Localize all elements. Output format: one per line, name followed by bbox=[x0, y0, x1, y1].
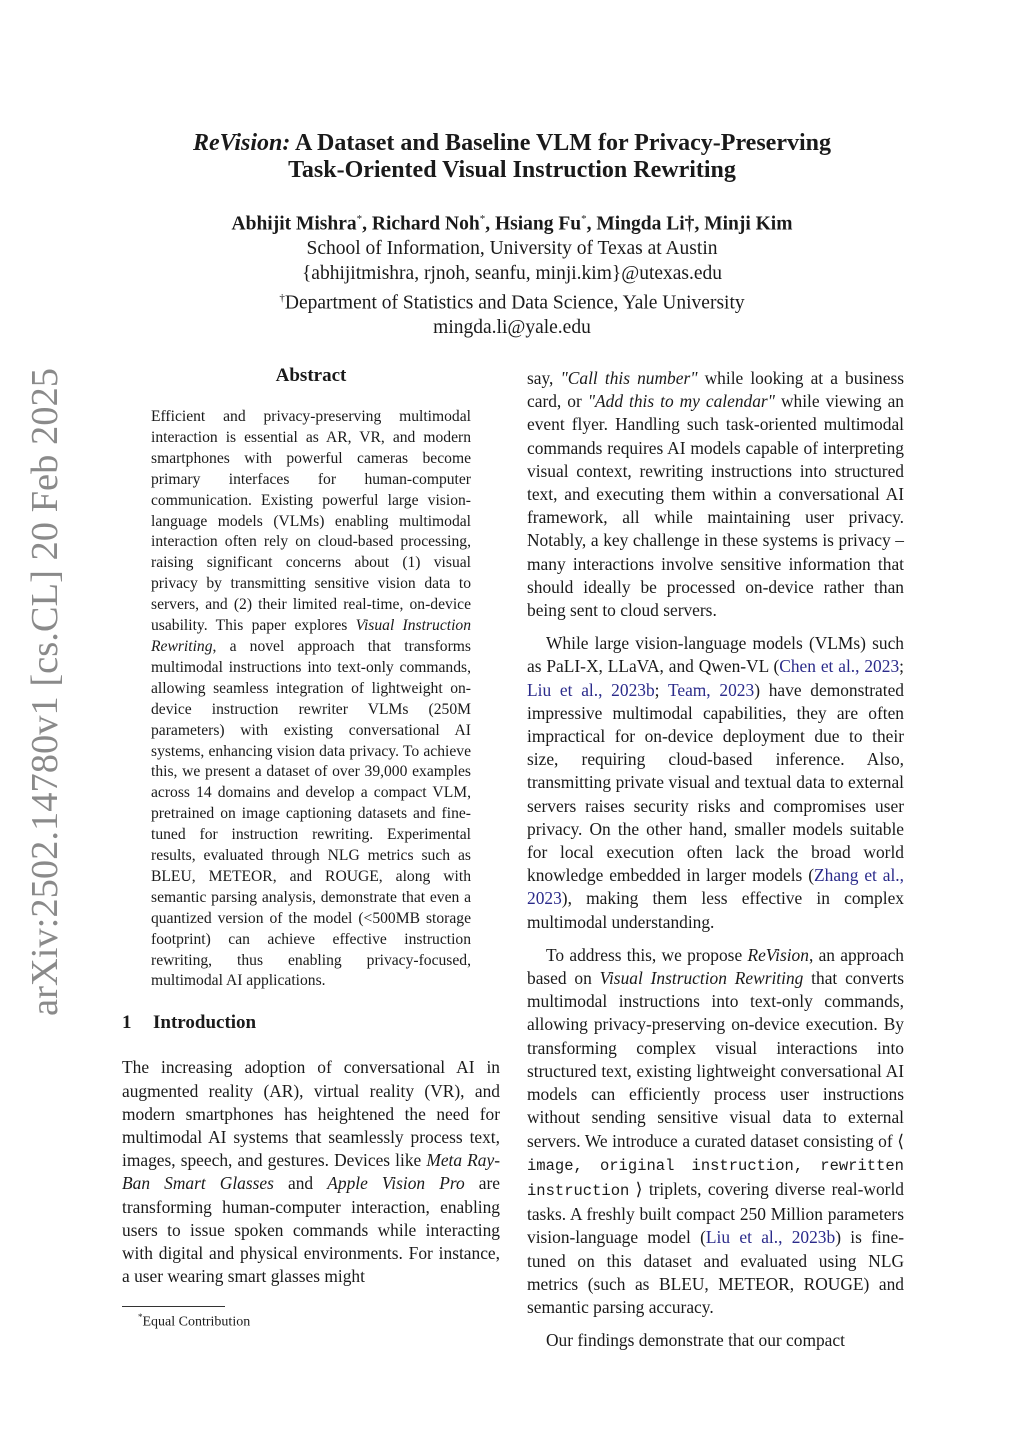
intro-p1-i1: Meta Ray-Ban Smart Glasses bbox=[122, 1150, 500, 1194]
affiliation-1: School of Information, University of Texas at Austin bbox=[306, 238, 718, 259]
author-3: Hsiang Fu bbox=[494, 213, 582, 235]
right-p3-i2: Visual Instruction Rewriting bbox=[599, 968, 804, 989]
citation-link[interactable]: Zhang et al., 2023 bbox=[527, 865, 904, 909]
triplet-mono: image, original instruction, rewritten instruction bbox=[527, 1156, 904, 1200]
intro-p1-a: The increasing adoption of conversational AI in augmented reality (AR), virtual reality (VR), and modern smartphones has heightened the need for multimodal AI systems that seamlessly process text, images, speech, and gestures. Devices like bbox=[122, 1057, 500, 1171]
right-p2-c: ), making them less effective in complex multimodal understanding. bbox=[527, 888, 904, 932]
affiliation-2-text: Department of Statistics and Data Science, Yale University bbox=[284, 292, 745, 314]
cite-separator: ; bbox=[654, 679, 668, 700]
citation-link[interactable]: Team, 2023 bbox=[667, 679, 755, 700]
abstract-text bbox=[151, 407, 471, 992]
footnote-divider bbox=[122, 1306, 225, 1307]
right-p1-a: say, bbox=[527, 368, 561, 388]
intro-p1-i2: Apple Vision Pro bbox=[327, 1173, 465, 1194]
email-2: mingda.li@yale.edu bbox=[433, 317, 591, 338]
right-paragraph-3 bbox=[527, 944, 904, 1319]
abstract-heading: Abstract bbox=[275, 365, 347, 386]
abstract-text-italic: Visual Instruction Rewriting bbox=[151, 617, 471, 655]
right-p1-i2: "Add this to my calendar" bbox=[587, 391, 775, 412]
abstract-text-b: , a novel approach that transforms multimodal instructions into text-only commands, allowing seamless integration of lightweight on-device instruction rewriter VLMs (250M parameters) with existing conversational AI systems, enhancing vision data privacy. To achieve this, we present a dataset of over 39,000 examples across 14 domains and develop a compact VLM, pretrained on image captioning datasets and fine-tuned for instruction rewriting. Experimental results, evaluated through NLG metrics such as BLEU, METEOR, and ROUGE, along with semantic parsing analysis, demonstrate that even a quantized version of the model (<500MB storage footprint) can achieve effective instruction rewriting, thus enabling privacy-focused, multimodal AI applications. bbox=[151, 637, 471, 990]
right-p2-b: ) have demonstrated impressive multimodal capabilities, they are often impractical for on-device deployment due to their size, requiring cloud-based inference. Also, transmitting private visual and textual data to external servers raises security risks and compromises user privacy. On the other hand, smaller models suitable for local execution often lack the broad world knowledge embedded in larger models ( bbox=[527, 679, 904, 886]
right-p2-a: While large vision-language models (VLMs) such as PaLI-X, LLaVA, and Qwen-VL ( bbox=[527, 633, 904, 677]
intro-p1-c: are transforming human-computer interaction, enabling users to issue spoken commands while interacting with digital and physical environments. For instance, a user wearing smart glasses might bbox=[122, 1173, 500, 1287]
author-1: Abhijit Mishra bbox=[231, 213, 357, 235]
section-title: Introduction bbox=[153, 1012, 257, 1034]
right-p3-i1: ReVision bbox=[747, 944, 809, 965]
intro-heading bbox=[122, 1012, 500, 1034]
author-2: Richard Noh bbox=[371, 213, 480, 235]
author-names: Abhijit Mishra*, Richard Noh*, Hsiang Fu*, Mingda Li†, Minji Kim bbox=[231, 213, 793, 235]
star-mark: * bbox=[479, 213, 486, 225]
star-mark: * bbox=[581, 213, 587, 225]
intro-paragraph-1 bbox=[122, 1056, 500, 1288]
intro-p1-b: and bbox=[273, 1173, 328, 1194]
footnote bbox=[138, 1312, 250, 1331]
title-line2: Task-Oriented Visual Instruction Rewriting bbox=[288, 157, 736, 183]
right-column bbox=[527, 367, 904, 1352]
right-p1-b: while looking at a business card, or bbox=[527, 368, 904, 412]
right-p1-i1: "Call this number" bbox=[560, 368, 698, 388]
author-4: Mingda Li† bbox=[596, 213, 695, 235]
affiliation-2 bbox=[100, 286, 924, 316]
emails-1: {abhijitmishra, rjnoh, seanfu, minji.kim}@utexas.edu bbox=[301, 262, 723, 284]
left-column bbox=[122, 365, 500, 1288]
right-p3-c: that converts multimodal instructions into text-only commands, allowing privacy-preserving on-device execution. By transforming complex visual interactions into structured text, existing lightweight conversational AI models can efficiently process user instructions without sending sensitive visual data to external servers. We introduce a curated dataset consisting of ⟨ bbox=[527, 968, 904, 1151]
right-p3-e: ) is fine-tuned on this dataset and evaluated using NLG metrics (such as BLEU, METEOR, ROUGE) and semantic parsing accuracy. bbox=[527, 1227, 904, 1317]
right-paragraph-4: Our findings demonstrate that our compact bbox=[546, 1330, 845, 1351]
title-line1: A Dataset and Baseline VLM for Privacy-Preserving bbox=[295, 130, 831, 156]
dagger-mark: † bbox=[279, 292, 285, 304]
citation-link[interactable]: Liu et al., 2023b bbox=[527, 679, 655, 700]
right-p1-c: while viewing an event flyer. Handling such task-oriented multimodal commands requires AI models capable of interpreting visual context, rewriting instructions into structured text, and executing them within a conversational AI framework, all while maintaining user privacy. Notably, a key challenge in these systems is privacy – many interactions involve sensitive information that should ideally be processed on-device rather than being sent to cloud servers. bbox=[527, 391, 905, 621]
citation-link[interactable]: Liu et al., 2023b bbox=[705, 1227, 836, 1248]
star-mark: * bbox=[356, 213, 363, 225]
author-block bbox=[100, 207, 924, 341]
arxiv-identifier: arXiv:2502.14780v1 [cs.CL] 20 Feb 2025 bbox=[24, 367, 66, 1016]
footnote-text: Equal Contribution bbox=[142, 1314, 251, 1330]
cite-separator: ; bbox=[899, 656, 904, 677]
footnote-mark: * bbox=[138, 1312, 143, 1322]
author-5: Minji Kim bbox=[704, 213, 793, 235]
right-paragraph-2 bbox=[527, 632, 904, 934]
right-p3-d: ⟩ triplets, covering diverse real-world tasks. A freshly built compact 250 Million parameters vision-language model ( bbox=[527, 1178, 904, 1248]
right-paragraph-1 bbox=[527, 367, 904, 622]
right-p3-b: , an approach based on bbox=[527, 944, 904, 989]
title-italic: ReVision: bbox=[193, 130, 291, 156]
paper-title bbox=[140, 130, 884, 184]
citation-link[interactable]: Chen et al., 2023 bbox=[779, 656, 900, 677]
right-p3-a: To address this, we propose bbox=[546, 944, 748, 965]
abstract-text-a: Efficient and privacy-preserving multimodal interaction is essential as AR, VR, and modern smartphones with powerful cameras become primary interfaces for human-computer communication. Existing powerful large vision-language models (VLMs) enabling multimodal interaction often rely on cloud-based processing, raising significant concerns about (1) visual privacy by transmitting sensitive vision data to servers, and (2) their limited real-time, on-device usability. This paper explores bbox=[151, 408, 471, 635]
section-number: 1 bbox=[122, 1012, 132, 1034]
